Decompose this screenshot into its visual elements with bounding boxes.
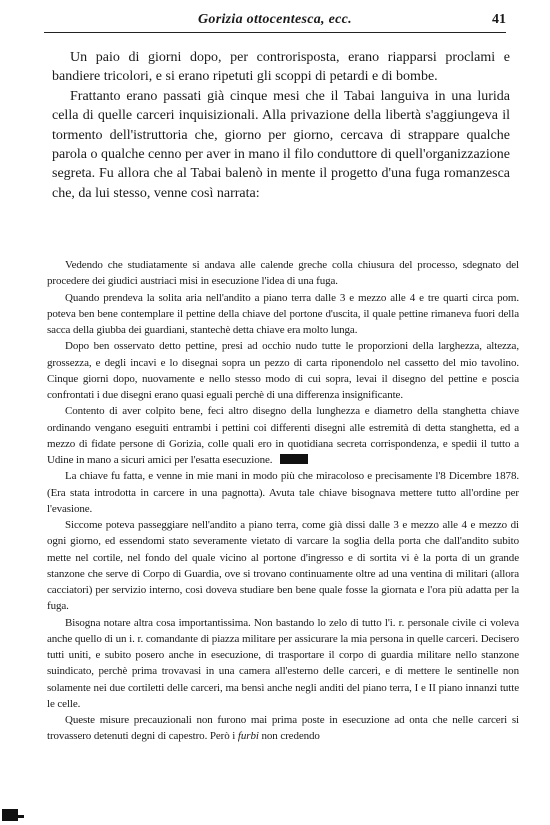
quoted-narrative: [47, 257, 519, 745]
quote-paragraph: Bisogna notare altra cosa importantissima. Non bastando lo zelo di tutto l'i. r. personale civile ci voleva anche quello di un i. r. comandante di piazza militare per assicurare la mia persona in quelle carceri. Decisero tutti uniti, e subito posero anche in esecuzione, di trasportare il corpo di guardia militare nello stanzone suindicato, perchè prima trovavasi in una camera all'esterno delle carceri, e di mettere le sentinelle non solamente nei due cortiletti delle carceri, ma bensì anche negli anditi del piano terra, I e II piano innanzi tutte le celle.: [47, 616, 519, 710]
intro-paragraph: Un paio di giorni dopo, per controrisposta, erano riapparsi proclami e bandiere tricolori, e si erano ripetuti gli scoppi di petardi e di bombe.: [52, 50, 510, 85]
quote-paragraph: Quando prendeva la solita aria nell'andito a piano terra dalle 3 e mezzo alle 4 e tre quarti circa pom. poteva ben bene contemplare il pettine della chiave del portone d'uscita, il quale pettine rimaneva fuori della sacca della giubba dei guardiani, stantechè detta chiave era molto lunga.: [47, 291, 519, 336]
ink-blot-redaction: [280, 454, 308, 464]
quote-paragraph: Queste misure precauzionali non furono mai prima poste in esecuzione ad onta che nelle carceri si trovassero detenuti degni di capestro. Però i furbi non credendo: [47, 714, 519, 743]
running-header: [44, 12, 506, 33]
quote-paragraph: Siccome poteva passeggiare nell'andito a piano terra, come già dissi dalle 3 e mezzo alle 4 e mezzo di ogni giorno, ed essendomi stato severamente vietato di varcare la soglia della porta che dall'andito subito mette nel cortile, nel fondo del quale vicino al portone d'ingresso e di sortita vi è la porta di un grande stanzone che serve di Corpo di Guardia, ove si trovano continuamente oltre ad una ventina di militari (allora cacciatori) per servizio interno, così doveva studiare ben bene quale fosse la giornata e l'ora più adatta per la fuga.: [47, 519, 519, 613]
intro-text: [52, 48, 510, 203]
intro-paragraph: Frattanto erano passati già cinque mesi che il Tabai languiva in una lurida cella di quelle carceri inquisizionali. Alla privazione della libertà s'aggiungeva il tormento dell'istruttoria che, giorno per giorno, cercava di strappare qualche parola o qualche cenno per aver in mano il filo conduttore di quell'organizzazione segreta. Fu allora che al Tabai balenò in mente il progetto d'una fuga romanzesca che, da lui stesso, venne così narrata:: [52, 88, 510, 201]
quote-paragraph: [47, 403, 519, 468]
quote-paragraph: Vedendo che studiatamente si andava alle calende greche colla chiusura del processo, sdegnato del procedere dei giudici austriaci misi in esecuzione l'idea di una fuga.: [47, 259, 519, 288]
quote-paragraph: Dopo ben osservato detto pettine, presi ad occhio nudo tutte le proporzioni della larghezza, altezza, grossezza, e degli incavi e lo disegnai sopra un pezzo di carta riponendolo nel cassetto del mio tavolino. Cinque giorni dopo, nuovamente e nello stesso modo di cui sopra, levai il disegno del pettine e poscia confrontati i due disegni erano quasi eguali perchè di una differenza insignificante.: [47, 340, 519, 401]
page-number: 41: [492, 12, 506, 27]
emphasized-word: furbi: [237, 730, 259, 743]
scan-corner-mark-icon: [2, 807, 30, 821]
running-title: Gorizia ottocentesca, ecc.: [198, 12, 352, 27]
quote-paragraph: La chiave fu fatta, e venne in mie mani in modo più che miracoloso e precisamente l'8 Dicembre 1878. (Era stata introdotta in carcere in una pagnotta). Avuta tale chiave bisognava mettere tutto all'ordine per l'evasione.: [47, 470, 519, 515]
quote-paragraph-text: Contento di aver colpito bene, feci altro disegno della lunghezza e diametro della stanghetta chiave ordinando vengano eseguiti entrambi i pettini coi differenti disegni alle estremità di detta stanghetta, ed a mezzo di fidate persone di Gorizia, colle quali ero in quotidiana secreta corrispondenza, e spedii il tutto a Udine in mano a sicuri amici per l'esatta esecuzione.: [47, 405, 519, 466]
